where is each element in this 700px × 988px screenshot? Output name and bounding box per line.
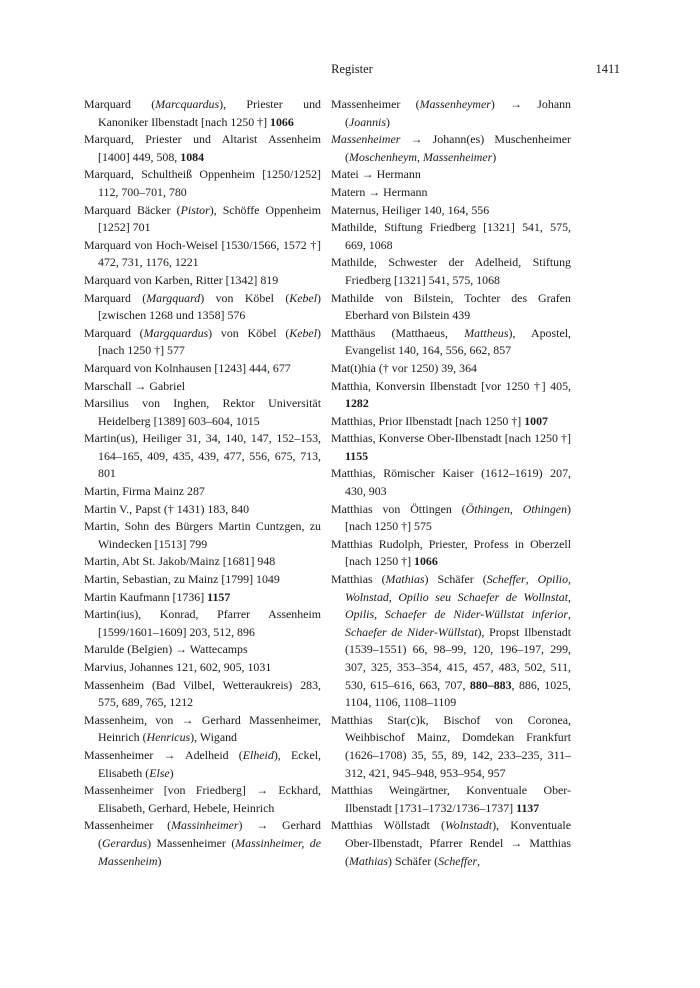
entry-bold-page-ref: 1155: [345, 448, 369, 463]
entry-italic-text: Wolnstad: [345, 589, 389, 604]
register-entry: [84, 553, 321, 571]
entry-text: Marquard (: [84, 290, 147, 305]
entry-text: Matthäus (Matthaeus,: [331, 325, 465, 340]
entry-text: ) Schäfer (: [387, 853, 439, 868]
left-column: [84, 96, 321, 870]
register-entry: [84, 589, 321, 607]
entry-text: Matthias Rudolph, Priester, Profess in Oberzell [nach 1250 †]: [331, 536, 571, 569]
entry-text: Martin(us), Heiliger 31, 34, 140, 147, 152–153, 164–165, 409, 435, 439, 477, 556, 675, 713, 801: [84, 431, 321, 481]
register-entry: [84, 325, 321, 360]
register-entry: [84, 430, 321, 483]
entry-text: Matern → Hermann: [331, 184, 428, 199]
register-entry: [331, 413, 571, 431]
entry-text: Marulde (Belgien) → Wattecamps: [84, 642, 248, 657]
entry-text: Marquard von Karben, Ritter [1342] 819: [84, 272, 279, 287]
entry-italic-text: Massinheimer: [171, 818, 239, 833]
entry-text: ), Priester und Kanoniker Ilbenstadt [nach 1250 †]: [98, 97, 321, 129]
entry-text: Matei → Hermann: [331, 167, 421, 182]
entry-bold-page-ref: 1066: [270, 114, 294, 129]
register-entry: [331, 202, 571, 220]
entry-text: Massenheimer (: [84, 818, 172, 833]
entry-italic-text: Margquardus: [143, 325, 209, 340]
register-entry: [84, 166, 321, 201]
entry-italic-text: Massinheimer, de Massenheim: [98, 835, 321, 868]
register-entry: [84, 817, 321, 870]
register-entry: [84, 202, 321, 237]
entry-italic-text: Massenheimer: [422, 149, 493, 164]
entry-text: Martin, Sebastian, zu Mainz [1799] 1049: [84, 572, 280, 587]
entry-bold-page-ref: 880–883: [469, 677, 512, 692]
register-entry: [331, 536, 571, 571]
register-entry: [84, 747, 321, 782]
entry-text: ) [nach 1250 †] 575: [345, 501, 572, 534]
entry-text: Marquard (: [84, 97, 156, 111]
entry-text: Matthias, Prior Ilbenstadt [nach 1250 †]: [331, 413, 525, 428]
entry-text: Martin Kaufmann [1736]: [84, 589, 208, 604]
right-column: [331, 96, 571, 870]
entry-italic-text: Marcquardus: [155, 97, 220, 111]
register-entry: [331, 184, 571, 202]
entry-italic-text: Elheid: [242, 747, 274, 762]
register-entry: [84, 290, 321, 325]
entry-text: ,: [388, 589, 399, 604]
entry-italic-text: Joannis: [348, 114, 386, 129]
entry-italic-text: Öthingen: [465, 501, 510, 516]
register-entry: [84, 659, 321, 677]
entry-text: Marquard Bäcker (: [84, 202, 181, 217]
entry-italic-text: Gerardus: [101, 835, 148, 850]
register-entry: [331, 817, 571, 870]
entry-text: ,: [374, 607, 385, 622]
register-entry: [84, 378, 321, 396]
register-entry: [84, 395, 321, 430]
register-entry: [84, 641, 321, 659]
register-entry: [84, 606, 321, 641]
entry-italic-text: Schaefer de Nider-Wüllstat: [345, 624, 478, 639]
entry-italic-text: Mattheus: [464, 325, 509, 340]
register-entry: [84, 677, 321, 712]
entry-text: ), Schöffe Oppenheim [1252] 701: [98, 202, 321, 235]
entry-text: ): [492, 149, 497, 164]
register-entry: [331, 360, 571, 378]
register-entry: [84, 712, 321, 747]
register-entry: [331, 378, 571, 413]
register-entry: [84, 782, 321, 817]
entry-text: Matthias, Konverse Ober-Ilbenstadt [nach 1250 †]: [331, 431, 571, 446]
entry-text: Matthias von Öttingen (: [331, 501, 466, 516]
entry-italic-text: Othingen: [522, 501, 568, 516]
entry-text: ,: [509, 501, 523, 516]
entry-text: ) von Köbel (: [200, 290, 290, 305]
entry-italic-text: Scheffer: [438, 853, 478, 868]
entry-text: Marquard, Schultheiß Oppenheim [1250/1252] 112, 700–701, 780: [84, 167, 321, 199]
entry-text: ) Schäfer (: [424, 572, 487, 587]
entry-text: Massenheimer (: [331, 97, 420, 111]
entry-italic-text: Moschenheym: [348, 149, 417, 164]
entry-text: Martin, Sohn des Bürgers Martin Cuntzgen, zu Windecken [1513] 799: [84, 519, 321, 551]
entry-text: Marquard, Priester und Altarist Assenheim [1400] 449, 508,: [84, 132, 321, 164]
entry-text: Massenheimer [von Friedberg] → Eckhard, Elisabeth, Gerhard, Hebele, Heinrich: [84, 783, 321, 815]
register-entry: [331, 166, 571, 184]
entry-text: Massenheim, von → Gerhard Massenheimer, Heinrich (: [84, 712, 321, 745]
register-entry: [84, 518, 321, 553]
entry-bold-page-ref: 1066: [414, 554, 438, 569]
entry-text: Marvius, Johannes 121, 602, 905, 1031: [84, 660, 272, 674]
entry-text: ) [nach 1250 †] 577: [98, 325, 321, 358]
register-entry: [331, 325, 571, 360]
entry-text: Martin, Firma Mainz 287: [84, 484, 205, 499]
entry-text: Matthia, Konversin Ilbenstadt [vor 1250 †] 405,: [331, 378, 571, 393]
entry-text: ,: [477, 853, 481, 868]
register-entry: [331, 96, 571, 131]
register-entry: [84, 96, 321, 131]
register-entry: [331, 131, 571, 166]
register-entry: [331, 219, 571, 254]
entry-text: ): [157, 853, 162, 868]
register-entry: [331, 430, 571, 465]
entry-text: Matthias (: [331, 572, 386, 587]
entry-italic-text: Else: [149, 765, 170, 780]
register-entry: [331, 465, 571, 500]
entry-text: Marquard von Hoch-Weisel [1530/1566, 1572 †] 472, 731, 1176, 1221: [84, 237, 321, 270]
entry-italic-text: Margquard: [146, 290, 201, 305]
entry-text: ), Wigand: [190, 730, 237, 745]
entry-text: ,: [416, 149, 423, 164]
entry-italic-text: Henricus: [146, 730, 191, 745]
entry-text: Maternus, Heiliger 140, 164, 556: [331, 202, 490, 217]
entry-italic-text: Massenheymer: [419, 97, 491, 111]
register-entry: [84, 483, 321, 501]
register-entry: [84, 237, 321, 272]
entry-bold-page-ref: 1282: [345, 396, 369, 411]
entry-text: Martin, Abt St. Jakob/Mainz [1681] 948: [84, 554, 276, 569]
entry-italic-text: Opilio: [537, 572, 569, 587]
register-entry: [331, 501, 571, 536]
register-entry: [84, 131, 321, 166]
entry-text: → Johann(es) Muschenheimer (: [345, 132, 571, 164]
entry-text: Mathilde von Bilstein, Tochter des Grafen Eberhard von Bilstein 439: [331, 290, 571, 323]
entry-italic-text: Opilio seu Schaefer de Wollnstat: [398, 589, 568, 604]
entry-text: ), Apostel, Evangelist 140, 164, 556, 662, 857: [345, 325, 571, 358]
entry-italic-text: Pistor: [180, 202, 210, 217]
entry-bold-page-ref: 1084: [180, 149, 205, 164]
entry-text: Matthias Weingärtner, Konventuale Ober-Ilbenstadt [1731–1732/1736–1737]: [331, 783, 571, 815]
register-entry: [331, 782, 571, 817]
entry-bold-page-ref: 1137: [516, 800, 540, 815]
register-entry: [331, 254, 571, 289]
register-entry: [84, 272, 321, 290]
entry-text: Massenheimer → Adelheid (: [84, 747, 243, 762]
entry-text: Matthias Star(c)k, Bischof von Coronea, Weihbischof Mainz, Domdekan Frankfurt (1626–1708) 35, 55, 89, 142, 233–235, 311–312, 421, 945–948, 953–954, 957: [331, 712, 571, 780]
entry-italic-text: Kebel: [289, 325, 318, 340]
entry-text: ): [169, 765, 174, 780]
entry-text: Mathilde, Stiftung Friedberg [1321] 541, 575, 669, 1068: [331, 220, 571, 252]
entry-text: ), Eckel, Elisabeth (: [98, 747, 321, 780]
entry-italic-text: Mathias: [348, 853, 388, 868]
entry-italic-text: Massenheimer: [331, 132, 401, 147]
entry-italic-text: Mathias: [385, 572, 425, 587]
entry-text: Marschall → Gabriel: [84, 378, 186, 393]
entry-text: ,: [525, 572, 538, 587]
entry-text: Martin(ius), Konrad, Pfarrer Assenheim [1599/1601–1609] 203, 512, 896: [84, 607, 321, 639]
entry-text: Martin V., Papst († 1431) 183, 840: [84, 501, 250, 516]
entry-italic-text: Kebel: [289, 290, 318, 305]
register-entry: [84, 360, 321, 378]
register-entry: [331, 290, 571, 325]
entry-text: Matthias, Römischer Kaiser (1612–1619) 207, 430, 903: [331, 466, 571, 499]
register-entry: [331, 571, 571, 712]
entry-text: ), Propst Ilbenstadt (1539–1551) 66, 98–99, 120, 196–197, 299, 307, 325, 353–354, 415, 457, 483, 502, 511, 530, 615–616, 663, 707,: [345, 624, 571, 692]
entry-italic-text: Schaefer de Nider-Wüllstat inferior: [384, 607, 568, 622]
entry-italic-text: Opilis: [345, 607, 375, 622]
entry-text: ), Konventuale Ober-Ilbenstadt, Pfarrer Rendel → Matthias (: [345, 818, 571, 868]
entry-bold-page-ref: 1007: [524, 413, 548, 428]
entry-text: ) → Johann (: [345, 97, 571, 129]
entry-text: Marquard von Kolnhausen [1243] 444, 677: [84, 360, 291, 375]
entry-text: ) Massenheimer (: [147, 835, 236, 850]
entry-text: Matthias Wöllstadt (: [331, 818, 445, 833]
entry-text: ,: [568, 607, 571, 622]
entry-text: Massenheim (Bad Vilbel, Wetteraukreis) 283, 575, 689, 765, 1212: [84, 677, 321, 710]
page-header: [84, 62, 620, 82]
running-title: Register: [331, 62, 373, 76]
entry-text: ,: [568, 589, 571, 604]
entry-text: ): [385, 114, 390, 129]
entry-text: Marsilius von Inghen, Rektor Universität Heidelberg [1389] 603–604, 1015: [84, 396, 321, 428]
entry-text: ,: [568, 572, 571, 587]
entry-text: Mathilde, Schwester der Adelheid, Stiftung Friedberg [1321] 541, 575, 1068: [331, 255, 571, 287]
entry-text: ) [zwischen 1268 und 1358] 576: [98, 290, 321, 323]
page-number: 1411: [595, 62, 620, 76]
register-entry: [84, 571, 321, 589]
entry-italic-text: Wolnstadt: [444, 818, 493, 833]
entry-text: , 886, 1025, 1104, 1106, 1108–1109: [345, 677, 572, 710]
register-entry: [331, 712, 571, 782]
register-entry: [84, 501, 321, 519]
entry-text: Marquard (: [84, 325, 144, 340]
entry-text: ) von Köbel (: [208, 325, 290, 340]
entry-text: Mat(t)hia († vor 1250) 39, 364: [331, 360, 477, 375]
entry-text: ) → Gerhard (: [98, 818, 321, 850]
entry-italic-text: Scheffer: [486, 572, 526, 587]
entry-bold-page-ref: 1157: [207, 589, 231, 604]
